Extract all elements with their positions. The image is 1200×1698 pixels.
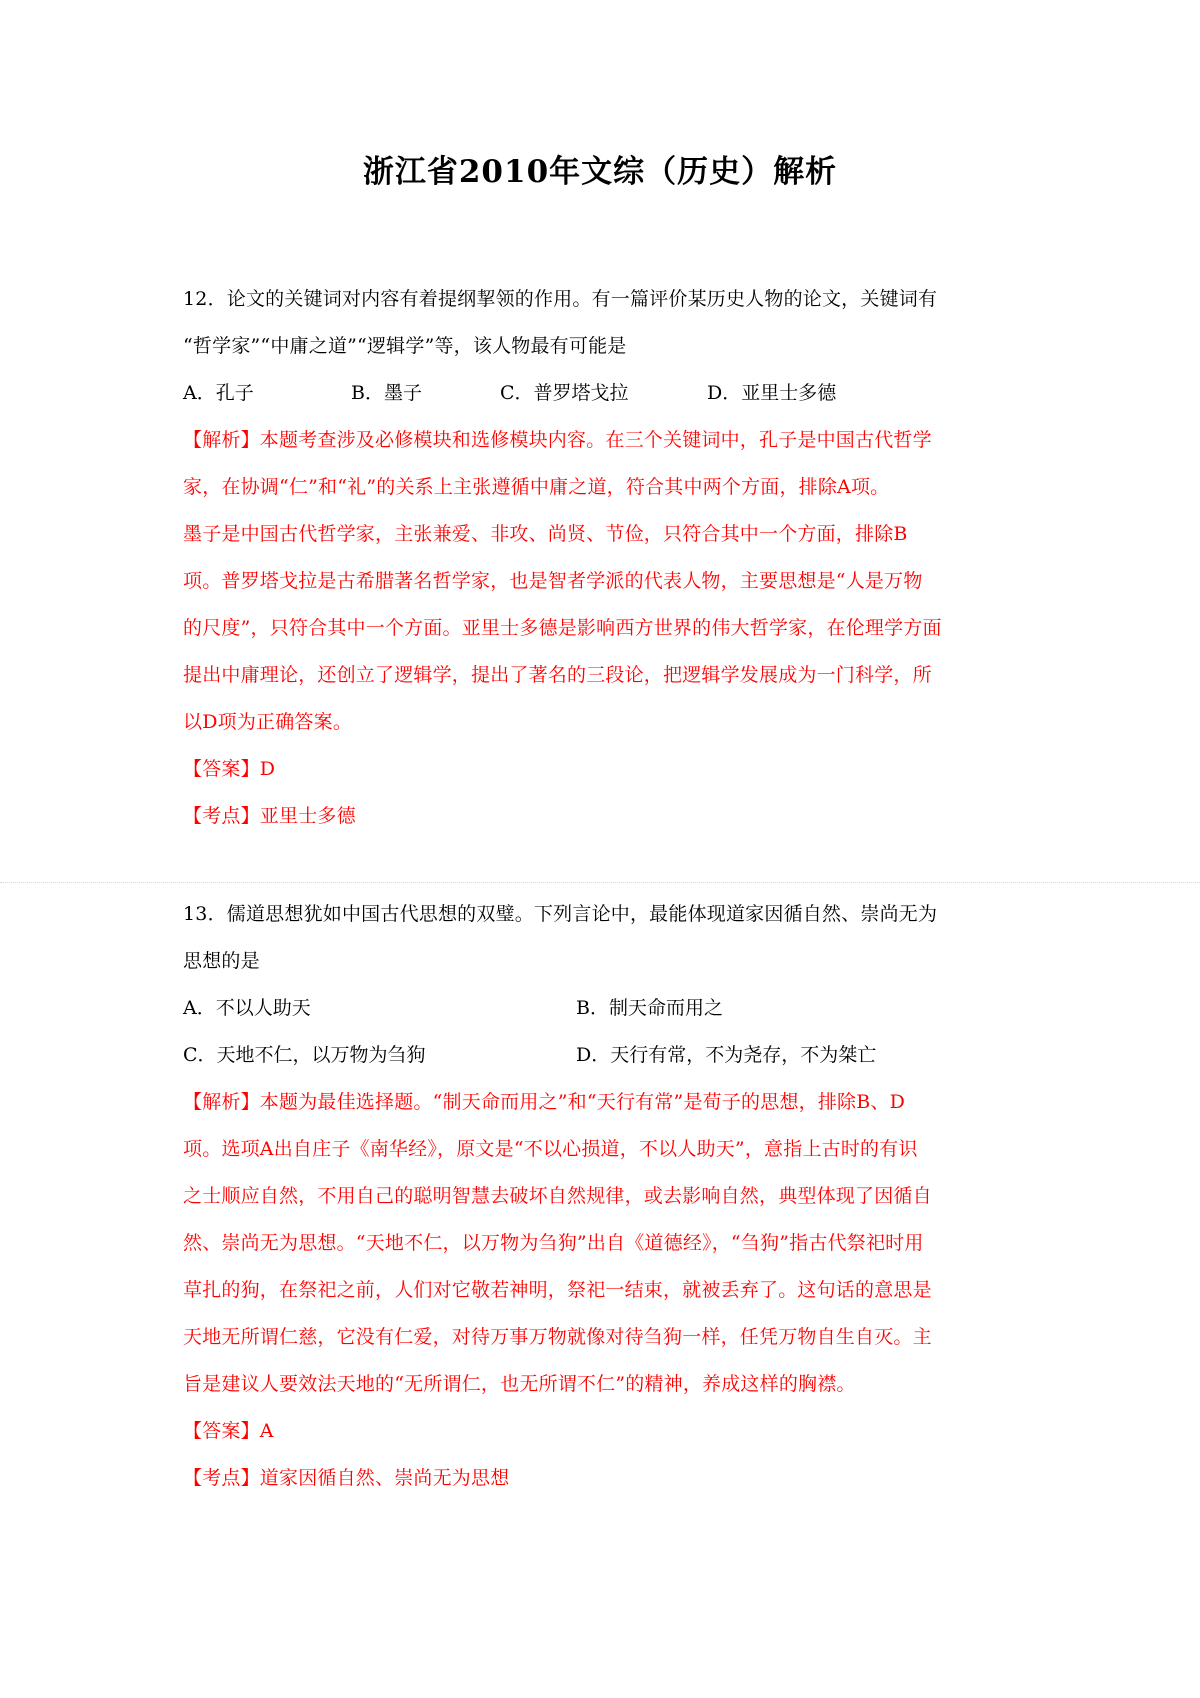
analysis-line: 项。选项A出自庄子《南华经》，原文是“不以心损道，不以人助天”，意指上古时的有识 bbox=[183, 1138, 918, 1160]
options-row bbox=[183, 1032, 1028, 1079]
analysis-line: 之士顺应自然，不用自己的聪明智慧去破坏自然规律，或去影响自然，典型体现了因循自 bbox=[183, 1185, 932, 1207]
analysis-line: 【解析】本题为最佳选择题。“制天命而用之”和“天行有常”是荀子的思想，排除B、D bbox=[183, 1091, 906, 1113]
analysis-line: 旨是建议人要效法天地的“无所谓仁，也无所谓不仁”的精神，养成这样的胸襟。 bbox=[183, 1373, 856, 1395]
option-d: D．天行有常，不为尧存，不为桀亡 bbox=[576, 1044, 877, 1066]
option-a: A．不以人助天 bbox=[183, 997, 311, 1019]
question-12 bbox=[183, 276, 1028, 840]
analysis-line: 以D项为正确答案。 bbox=[183, 711, 353, 733]
analysis-line: 墨子是中国古代哲学家，主张兼爱、非攻、尚贤、节俭，只符合其中一个方面，排除B bbox=[183, 523, 908, 545]
analysis-line: 的尺度”，只符合其中一个方面。亚里士多德是影响西方世界的伟大哲学家，在伦理学方面 bbox=[183, 617, 942, 639]
question-stem-line: “哲学家”“中庸之道”“逻辑学”等，该人物最有可能是 bbox=[183, 335, 627, 357]
analysis-line: 然、崇尚无为思想。“天地不仁，以万物为刍狗”出自《道德经》，“刍狗”指古代祭祀时用 bbox=[183, 1232, 924, 1254]
key-point-line: 【考点】亚里士多德 bbox=[183, 805, 356, 827]
analysis-line: 家，在协调“仁”和“礼”的关系上主张遵循中庸之道，符合其中两个方面，排除A项。 bbox=[183, 476, 890, 498]
options-row bbox=[183, 370, 1028, 417]
question-stem-line: 12．论文的关键词对内容有着提纲挈领的作用。有一篇评价某历史人物的论文，关键词有 bbox=[183, 288, 938, 310]
question-stem-line: 13．儒道思想犹如中国古代思想的双璧。下列言论中，最能体现道家因循自然、崇尚无为 bbox=[183, 903, 938, 925]
option-c: C．天地不仁，以万物为刍狗 bbox=[183, 1044, 426, 1066]
options-row bbox=[183, 985, 1028, 1032]
analysis-line: 项。普罗塔戈拉是古希腊著名哲学家，也是智者学派的代表人物，主要思想是“人是万物 bbox=[183, 570, 923, 592]
key-point-line: 【考点】道家因循自然、崇尚无为思想 bbox=[183, 1467, 510, 1489]
analysis-line: 天地无所谓仁慈，它没有仁爱，对待万事万物就像对待刍狗一样，任凭万物自生自灭。主 bbox=[183, 1326, 932, 1348]
question-stem-line: 思想的是 bbox=[183, 950, 260, 972]
page-title: 浙江省2010年文综（历史）解析 bbox=[362, 154, 838, 190]
option-a: A．孔子 bbox=[183, 382, 254, 404]
analysis-line: 草扎的狗，在祭祀之前，人们对它敬若神明，祭祀一结束，就被丢弃了。这句话的意思是 bbox=[183, 1279, 932, 1301]
answer-line: 【答案】D bbox=[183, 758, 276, 780]
option-d: D．亚里士多德 bbox=[707, 382, 837, 404]
analysis-line: 【解析】本题考查涉及必修模块和选修模块内容。在三个关键词中，孔子是中国古代哲学 bbox=[183, 429, 932, 451]
page-divider bbox=[0, 882, 1200, 883]
option-b: B．墨子 bbox=[351, 382, 422, 404]
answer-line: 【答案】A bbox=[183, 1420, 274, 1442]
option-c: C．普罗塔戈拉 bbox=[500, 382, 629, 404]
question-13 bbox=[183, 891, 1028, 1502]
option-b: B．制天命而用之 bbox=[576, 997, 723, 1019]
analysis-line: 提出中庸理论，还创立了逻辑学，提出了著名的三段论，把逻辑学发展成为一门科学，所 bbox=[183, 664, 932, 686]
